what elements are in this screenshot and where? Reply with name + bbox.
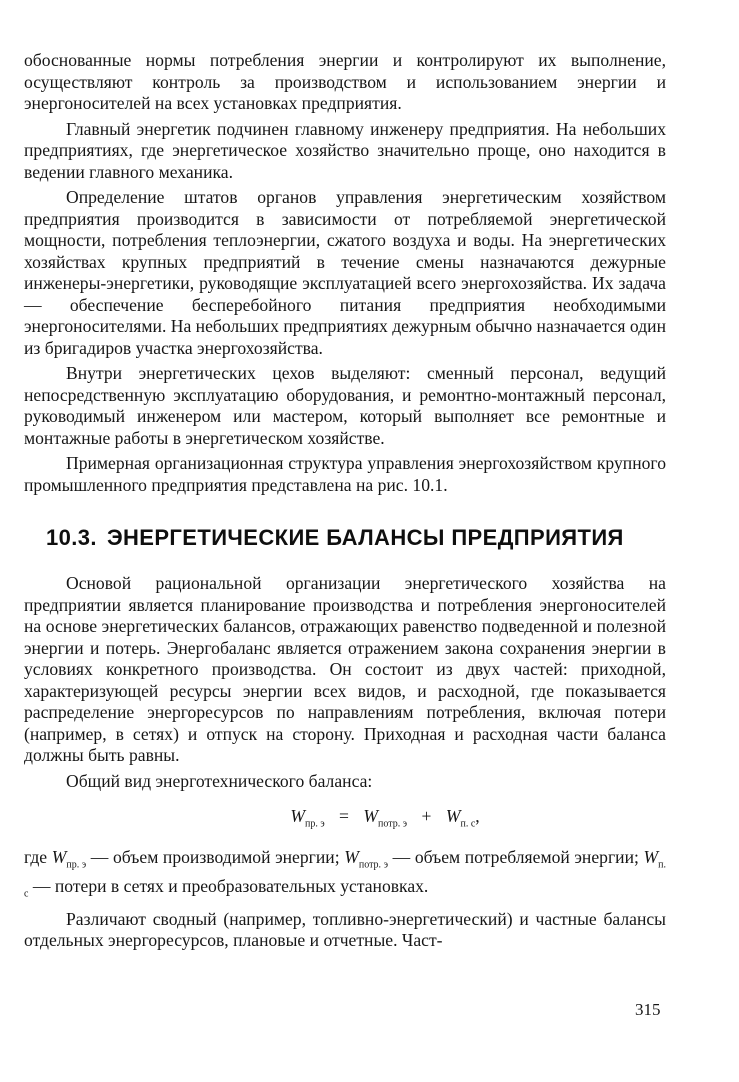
formula-equals: =: [339, 806, 349, 826]
paragraph-text: Основой рациональной организации энергетического хозяйства на предприятии является планирование производства и потребления энергоносителей на основе энергетических балансов, отражающих равенство подведенной и полезной энергии и потерь. Энергобаланс является отражением закона сохранения энергии в условиях конкретного производства. Он состоит из двух частей: приходной, характеризующей ресурсы энергии всех видов, и расходной, где показывается распределение энергоресурсов по направлениям потребления, включая потери (например, в сетях) и отпуск на сторону. Приходная и расходная части баланса должны быть равны.: [24, 573, 666, 765]
paragraph-text: Главный энергетик подчинен главному инженеру предприятия. На небольших предприятиях, где энергетическое хозяйство значительно проще, оно находится в ведении главного механика.: [24, 118, 666, 182]
paragraph-text: Общий вид энерготехнического баланса:: [66, 770, 373, 791]
where-desc-1: — объем производимой энергии;: [86, 846, 345, 867]
where-subscript-3: п. с: [24, 859, 666, 900]
where-symbol-3: W: [643, 846, 659, 867]
book-page: [24, 50, 666, 952]
where-lead: где: [24, 846, 52, 867]
formula-term1-symbol: W: [363, 806, 379, 826]
formula-term2-subscript: п. с: [460, 818, 476, 830]
formula-lhs-symbol: W: [290, 806, 305, 826]
paragraph: [24, 909, 666, 952]
where-desc-3: — потери в сетях и преобразовательных установках.: [28, 875, 429, 896]
section-number: 10.3.: [46, 525, 97, 550]
section-heading: [46, 525, 666, 551]
paragraph-text: Внутри энергетических цехов выделяют: сменный персонал, ведущий непосредственную эксплуатацию оборудования, и ремонтно-монтажный персонал, руководимый инженером или мастером, который выполняет все ремонтные и монтажные работы в энергетическом хозяйстве.: [24, 363, 666, 448]
where-symbol-2: W: [344, 846, 359, 867]
paragraph-continued: [24, 50, 666, 115]
paragraph-text: Определение штатов органов управления энергетическим хозяйством предприятия производится в зависимости от потребляемой энергетической мощности, потребления теплоэнергии, сжатого воздуха и воды. На энергетических хозяйствах крупных предприятий в течение смены назначаются дежурные инженеры-энергетики, руководящие эксплуатацией всего энергохозяйства. Их задача — обеспечение бесперебойного питания предприятия необходимыми энергоносителями. На небольших предприятиях дежурным обычно назначается один из бригадиров участка энергохозяйства.: [24, 187, 666, 358]
formula-term1-subscript: потр. э: [378, 818, 408, 830]
formula-lhs-subscript: пр. э: [304, 818, 325, 830]
formula-term2-symbol: W: [445, 806, 461, 826]
paragraph: [24, 771, 666, 793]
page-number: 315: [635, 1000, 661, 1019]
where-subscript-2: потр. э: [358, 859, 389, 871]
paragraph-text: Примерная организационная структура управления энергохозяйством крупного промышленного предприятия представлена на рис. 10.1.: [24, 453, 666, 495]
paragraph: [24, 119, 666, 184]
where-symbol-1: W: [51, 846, 67, 867]
paragraph: [24, 363, 666, 449]
where-desc-2: — объем потребляемой энергии;: [388, 846, 644, 867]
section-title: ЭНЕРГЕТИЧЕСКИЕ БАЛАНСЫ ПРЕДПРИЯТИЯ: [106, 525, 624, 550]
paragraph-text: Различают сводный (например, топливно-энергетический) и частные балансы отдельных энергоресурсов, плановые и отчетные. Част-: [24, 908, 666, 951]
paragraph: [24, 573, 666, 767]
formula-comma: ,: [475, 806, 480, 826]
paragraph: [24, 187, 666, 359]
paragraph: [24, 453, 666, 496]
paragraph-text: обоснованные нормы потребления энергии и контролируют их выполнение, осуществляют контроль за производством и использованием энергии и энергоносителей на всех установках предприятия.: [24, 50, 666, 113]
balance-formula: [24, 803, 666, 838]
formula-plus: +: [421, 806, 432, 826]
where-subscript-1: пр. э: [66, 859, 87, 871]
formula-explanation: [24, 847, 666, 905]
